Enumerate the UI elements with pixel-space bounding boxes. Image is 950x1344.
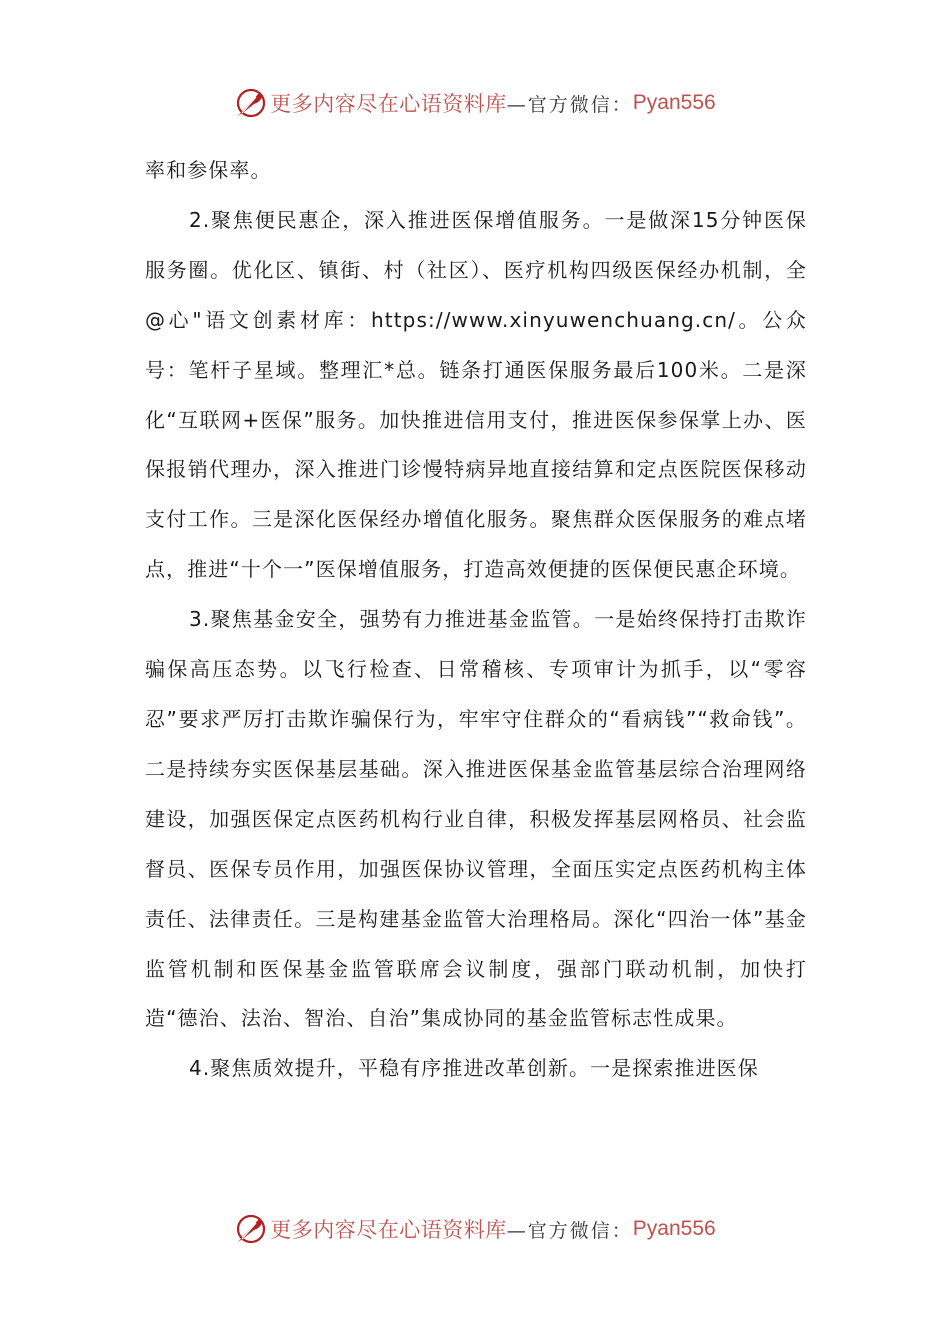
footer-watermark bbox=[0, 1209, 950, 1249]
footer-site-text: 更多内容尽在心语资料库 bbox=[270, 1218, 507, 1242]
document-body bbox=[145, 146, 807, 1094]
header-site-text: 更多内容尽在心语资料库 bbox=[270, 92, 507, 116]
footer-wechat-text: —官方微信： bbox=[506, 1219, 633, 1242]
header-wechat-id: Pyan556 bbox=[632, 91, 716, 114]
paragraph-item-3: 3.聚焦基金安全，强势有力推进基金监管。一是始终保持打击欺诈骗保高压态势。以飞行检查、日常稽核、专项审计为抓手，以“零容忍”要求严厉打击欺诈骗保行为，牢牢守住群众的“看病钱”“救命钱”。二是持续夯实医保基层基础。深入推进医保基金监管基层综合治理网络建设，加强医保定点医药机构行业自律，积极发挥基层网格员、社会监督员、医保专员作用，加强医保协议管理，全面压实定点医药机构主体责任、法律责任。三是构建基金监管大治理格局。深化“四治一体”基金监管机制和医保基金监管联席会议制度，强部门联动机制，加快打造“德治、法治、智治、自治”集成协同的基金监管标志性成果。 bbox=[145, 607, 807, 1031]
header-wechat-text: —官方微信： bbox=[506, 93, 633, 116]
paragraph-item-2: 2.聚焦便民惠企，深入推进医保增值服务。一是做深15分钟医保服务圈。优化区、镇街、村（社区）、医疗机构四级医保经办机制，全@心"语文创素材库：https://www.xinyuwenchuang.cn/。公众号：笔杆子星域。整理汇*总。链条打通医保服务最后100米。二是深化“互联网+医保”服务。加快推进信用支付，推进医保参保掌上办、医保报销代理办，深入推进门诊慢特病异地直接结算和定点医院医保移动支付工作。三是深化医保经办增值化服务。聚焦群众医保服务的难点堵点，推进“十个一”医保增值服务，打造高效便捷的医保便民惠企环境。 bbox=[145, 207, 807, 582]
paragraph-continuation: 率和参保率。 bbox=[145, 158, 272, 182]
quill-logo-icon bbox=[234, 1212, 268, 1246]
quill-logo-icon bbox=[234, 86, 268, 120]
paragraph-item-4: 4.聚焦质效提升，平稳有序推进改革创新。一是探索推进医保 bbox=[189, 1056, 759, 1081]
header-watermark bbox=[0, 83, 950, 123]
footer-wechat-id: Pyan556 bbox=[632, 1217, 716, 1240]
